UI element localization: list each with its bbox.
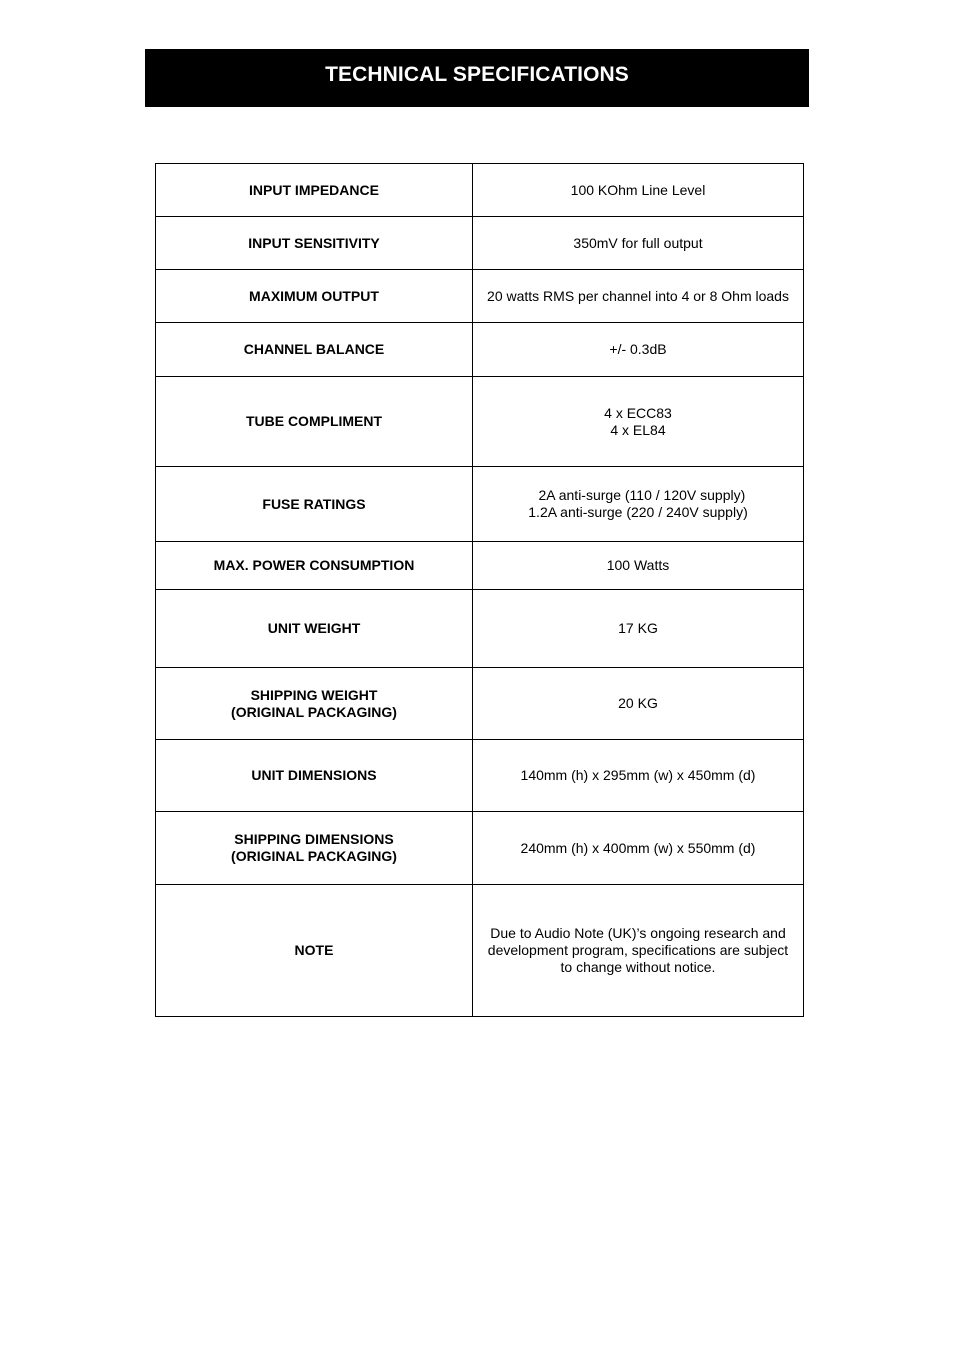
- spec-value: +/- 0.3dB: [473, 323, 804, 377]
- table-row: [156, 377, 804, 467]
- spec-label: INPUT IMPEDANCE: [156, 164, 473, 217]
- table-row: [156, 542, 804, 590]
- table-row: [156, 164, 804, 217]
- table-row: [156, 885, 804, 1017]
- spec-label: SHIPPING DIMENSIONS (ORIGINAL PACKAGING): [156, 812, 473, 885]
- table-row: [156, 323, 804, 377]
- spec-label: MAX. POWER CONSUMPTION: [156, 542, 473, 590]
- spec-label: CHANNEL BALANCE: [156, 323, 473, 377]
- spec-value: 240mm (h) x 400mm (w) x 550mm (d): [473, 812, 804, 885]
- spec-value: 2A anti-surge (110 / 120V supply) 1.2A anti-surge (220 / 240V supply): [473, 467, 804, 542]
- spec-value: 20 watts RMS per channel into 4 or 8 Ohm loads: [473, 270, 804, 323]
- table-row: [156, 467, 804, 542]
- table-row: [156, 590, 804, 668]
- spec-value: 350mV for full output: [473, 217, 804, 270]
- spec-value: 140mm (h) x 295mm (w) x 450mm (d): [473, 740, 804, 812]
- table-row: [156, 668, 804, 740]
- spec-value: Due to Audio Note (UK)’s ongoing research and development program, specifications are subject to change without notice.: [473, 885, 804, 1017]
- table-row: [156, 270, 804, 323]
- spec-value: 20 KG: [473, 668, 804, 740]
- spec-label: SHIPPING WEIGHT (ORIGINAL PACKAGING): [156, 668, 473, 740]
- table-row: [156, 217, 804, 270]
- table-row: [156, 740, 804, 812]
- spec-label: UNIT DIMENSIONS: [156, 740, 473, 812]
- spec-label: INPUT SENSITIVITY: [156, 217, 473, 270]
- spec-label: FUSE RATINGS: [156, 467, 473, 542]
- page-title: TECHNICAL SPECIFICATIONS: [325, 63, 629, 86]
- spec-label: TUBE COMPLIMENT: [156, 377, 473, 467]
- table-row: [156, 812, 804, 885]
- spec-value: 100 Watts: [473, 542, 804, 590]
- spec-value: 4 x ECC83 4 x EL84: [473, 377, 804, 467]
- spec-label: MAXIMUM OUTPUT: [156, 270, 473, 323]
- spec-value: 100 KOhm Line Level: [473, 164, 804, 217]
- spec-value: 17 KG: [473, 590, 804, 668]
- spec-label: NOTE: [156, 885, 473, 1017]
- spec-label: UNIT WEIGHT: [156, 590, 473, 668]
- specifications-table: [155, 163, 804, 1017]
- title-banner: [145, 49, 809, 107]
